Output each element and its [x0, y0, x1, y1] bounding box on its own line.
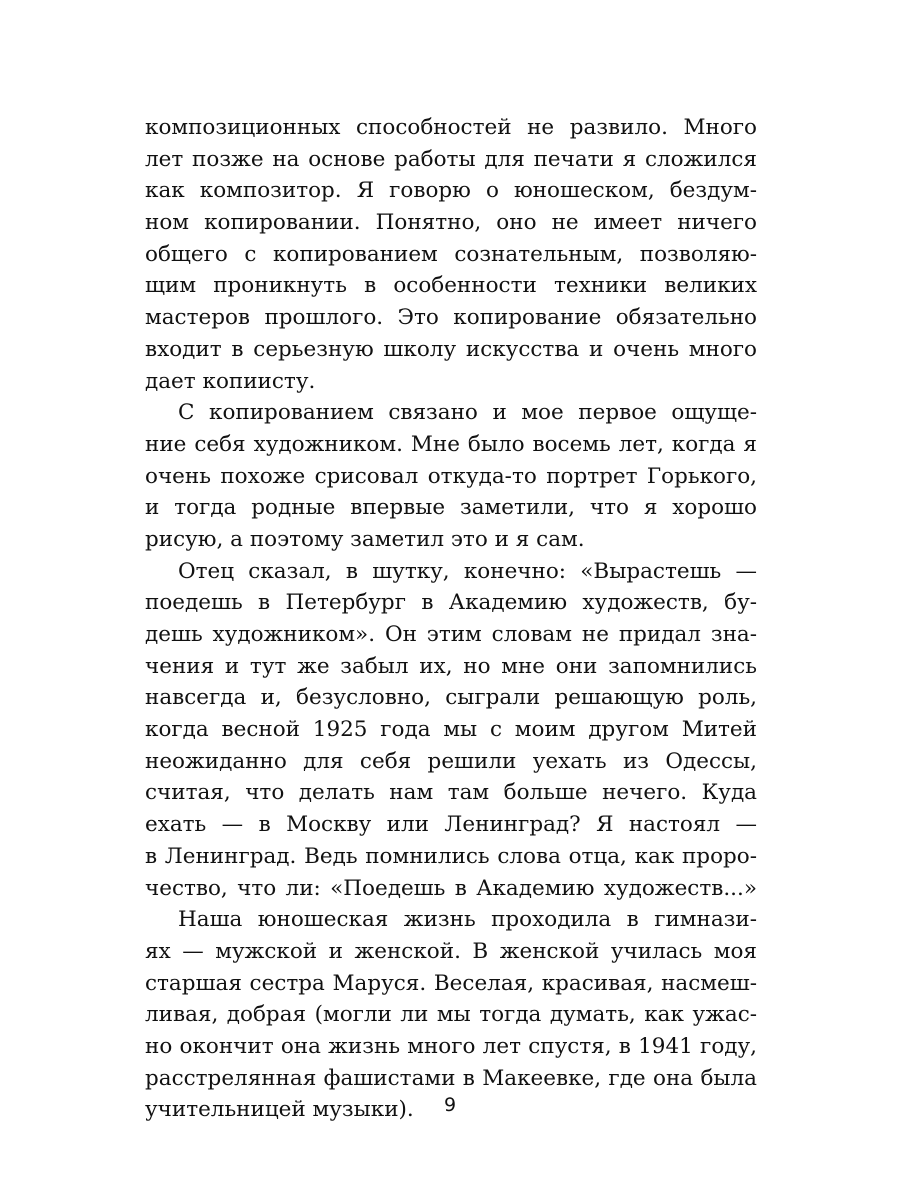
text-line: как композитор. Я говорю о юношеском, бездум-	[145, 178, 757, 204]
text-line: дешь художником». Он этим словам не придал зна-	[145, 622, 757, 647]
paragraph-first-line: Наша юношеская жизнь проходила в гимнази-	[178, 907, 757, 933]
text-line: старшая сестра Маруся. Веселая, красивая, насмеш-	[145, 970, 757, 996]
text-line: ях — мужской и женской. В женской училась моя	[145, 938, 757, 964]
text-line: чество, что ли: «Поедешь в Академию художеств...»	[145, 875, 757, 901]
text-line: учительницей музыки).	[145, 1097, 414, 1123]
text-line: общего с копированием сознательным, позволяю-	[145, 241, 757, 267]
text-line: дает копиисту.	[145, 368, 316, 394]
text-line: рисую, а поэтому заметил это и я сам.	[145, 526, 585, 552]
text-line: очень похоже срисовал откуда-то портрет Горького,	[145, 463, 757, 489]
text-line: но окончит она жизнь много лет спустя, в 1941 году,	[145, 1033, 757, 1059]
text-line: в Ленинград. Ведь помнились слова отца, как проро-	[145, 843, 757, 869]
text-line: ливая, добрая (могли ли мы тогда думать, как ужас-	[145, 1002, 757, 1028]
text-line: мастеров прошлого. Это копирование обязательно	[145, 305, 757, 331]
text-line: расстрелянная фашистами в Макеевке, где она была	[145, 1065, 757, 1091]
text-line: ние себя художником. Мне было восемь лет, когда я	[145, 431, 757, 457]
text-line: навсегда и, безусловно, сыграли решающую роль,	[145, 685, 757, 711]
text-line: чения и тут же забыл их, но мне они запомнились	[145, 653, 757, 679]
paragraph-first-line: Отец сказал, в шутку, конечно: «Вырастешь —	[178, 558, 757, 584]
text-line: неожиданно для себя решили уехать из Одессы,	[145, 748, 757, 774]
text-line: щим проникнуть в особенности техники великих	[145, 273, 757, 299]
text-line: лет позже на основе работы для печати я сложился	[145, 146, 757, 172]
text-line: и тогда родные впервые заметили, что я хорошо	[145, 495, 757, 521]
body-text	[145, 112, 757, 1126]
paragraph-first-line: С копированием связано и мое первое ощуще-	[178, 400, 757, 426]
text-line: ехать — в Москву или Ленинград? Я настоял —	[145, 812, 757, 838]
text-line: входит в серьезную школу искусства и очень много	[145, 336, 757, 362]
page-number: 9	[443, 1094, 457, 1116]
text-line: композиционных способностей не развило. Много	[145, 115, 757, 140]
text-line: когда весной 1925 года мы с моим другом Митей	[145, 717, 757, 743]
text-line: ном копировании. Понятно, оно не имеет ничего	[145, 210, 757, 236]
text-line: считая, что делать нам там больше нечего. Куда	[145, 780, 757, 806]
text-line: поедешь в Петербург в Академию художеств, бу-	[145, 590, 757, 616]
